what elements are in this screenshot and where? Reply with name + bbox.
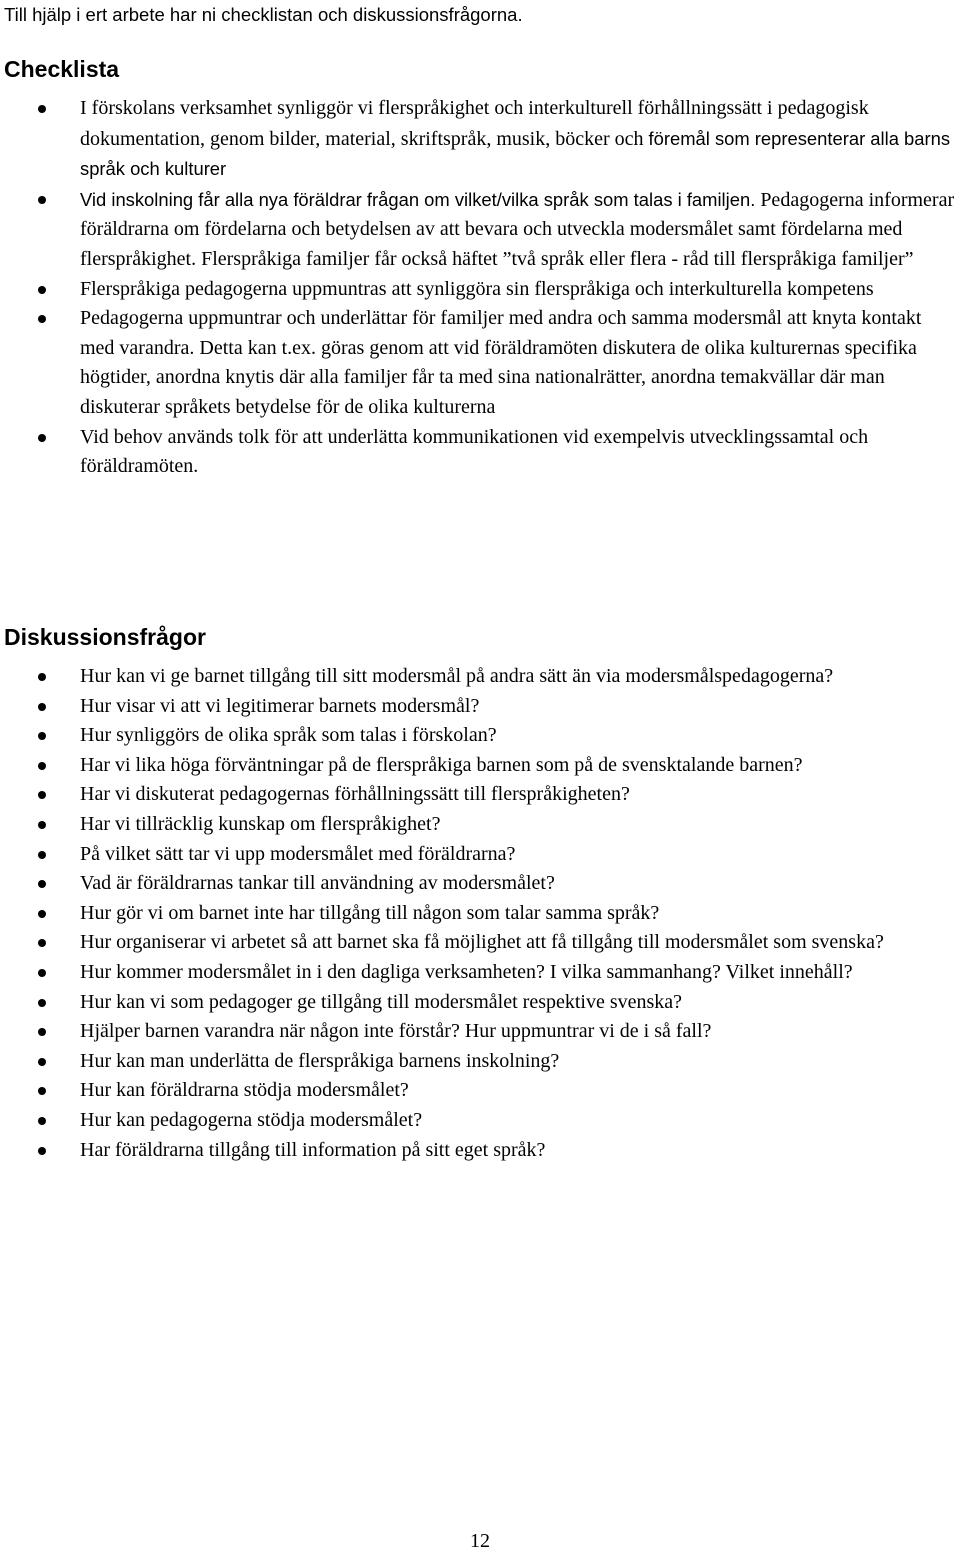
bullet-icon	[38, 821, 46, 829]
questions-heading: Diskussionsfrågor	[4, 624, 206, 650]
question-item	[0, 692, 960, 722]
question-item	[0, 928, 960, 958]
checklist-item	[0, 423, 960, 482]
bullet-icon	[38, 851, 46, 859]
question-text: Hur gör vi om barnet inte har tillgång till någon som talar samma språk?	[80, 901, 660, 924]
question-item	[0, 1047, 960, 1077]
bullet-icon	[38, 286, 46, 294]
checklist-item-text: Vid inskolning får alla nya föräldrar frågan om vilket/vilka språk som talas i familjen.	[80, 188, 756, 210]
question-item	[0, 1136, 960, 1166]
question-item	[0, 1017, 960, 1047]
question-text: Hjälper barnen varandra när någon inte förstår? Hur uppmuntrar vi de i så fall?	[80, 1020, 712, 1043]
checklist-item	[0, 304, 960, 422]
question-text: Hur synliggörs de olika språk som talas i förskolan?	[80, 724, 497, 747]
checklist-heading: Checklista	[4, 56, 120, 82]
checklist-item-text: I förskolans verksamhet synliggör vi flerspråkighet och interkulturell förhållningssätt i pedagogisk dokumentation, genom bilder, material, skriftspråk, musik, böcker och	[80, 97, 869, 150]
bullet-icon	[38, 434, 46, 442]
question-text: Hur kan pedagogerna stödja modersmålet?	[80, 1108, 423, 1131]
bullet-icon	[38, 762, 46, 770]
question-item	[0, 751, 960, 781]
bullet-icon	[38, 105, 46, 113]
page-number: 12	[470, 1530, 490, 1552]
question-text: Har vi lika höga förväntningar på de flerspråkiga barnen som på de svensktalande barnen?	[80, 753, 803, 776]
checklist-item-text: Pedagogerna informerar föräldrarna om fördelarna och betydelsen av att bevara och utveckla modersmålet samt fördelarna med flerspråkighet. Flerspråkiga familjer får också häftet ”två språk eller flera - råd till flerspråkiga familjer”	[80, 188, 955, 270]
question-item	[0, 721, 960, 751]
question-text: Hur kan vi som pedagoger ge tillgång till modersmålet respektive svenska?	[80, 990, 683, 1013]
question-item	[0, 869, 960, 899]
checklist-list	[0, 94, 960, 482]
question-text: På vilket sätt tar vi upp modersmålet med föräldrarna?	[80, 842, 516, 865]
question-text: Har vi diskuterat pedagogernas förhållningssätt till flerspråkigheten?	[80, 783, 630, 806]
bullet-icon	[38, 315, 46, 323]
bullet-icon	[38, 1147, 46, 1155]
checklist-item	[0, 94, 960, 185]
bullet-icon	[38, 999, 46, 1007]
question-item	[0, 810, 960, 840]
question-text: Hur kan man underlätta de flerspråkiga barnens inskolning?	[80, 1049, 560, 1072]
bullet-icon	[38, 703, 46, 711]
bullet-icon	[38, 732, 46, 740]
question-text: Vad är föräldrarnas tankar till användning av modersmålet?	[80, 872, 555, 895]
bullet-icon	[38, 910, 46, 918]
bullet-icon	[38, 1058, 46, 1066]
question-item	[0, 958, 960, 988]
checklist-item	[0, 275, 960, 305]
question-text: Hur kan föräldrarna stödja modersmålet?	[80, 1079, 409, 1102]
checklist-item-text: föremål som representerar alla barns språk och kulturer	[80, 127, 951, 180]
bullet-icon	[38, 1028, 46, 1036]
question-item	[0, 1106, 960, 1136]
bullet-icon	[38, 673, 46, 681]
bullet-icon	[38, 1087, 46, 1095]
question-text: Hur kommer modersmålet in i den dagliga verksamheten? I vilka sammanhang? Vilket innehåll?	[80, 960, 853, 983]
question-text: Hur organiserar vi arbetet så att barnet ska få möjlighet att få tillgång till modersmålet som svenska?	[80, 931, 884, 954]
checklist-item	[0, 185, 960, 275]
intro-text: Till hjälp i ert arbete har ni checklistan och diskussionsfrågorna.	[4, 4, 523, 25]
question-item	[0, 662, 960, 692]
bullet-icon	[38, 791, 46, 799]
question-text: Har vi tillräcklig kunskap om flerspråkighet?	[80, 812, 441, 835]
question-text: Har föräldrarna tillgång till information på sitt eget språk?	[80, 1138, 546, 1161]
question-text: Hur kan vi ge barnet tillgång till sitt modersmål på andra sätt än via modersmålspedagogerna?	[80, 665, 834, 687]
bullet-icon	[38, 939, 46, 947]
bullet-icon	[38, 969, 46, 977]
question-item	[0, 780, 960, 810]
bullet-icon	[38, 880, 46, 888]
question-item	[0, 1076, 960, 1106]
question-text: Hur visar vi att vi legitimerar barnets modersmål?	[80, 694, 480, 717]
checklist-item-text: Pedagogerna uppmuntrar och underlättar för familjer med andra och samma modersmål att knyta kontakt med varandra. Detta kan t.ex. göras genom att vid föräldramöten diskutera de olika kulturernas specifika högtider, anordna knytis där alla familjer får ta med sina nationalrätter, anordna temakvällar där man diskuterar språkets betydelse för de olika kulturerna	[80, 307, 922, 418]
question-item	[0, 899, 960, 929]
checklist-item-text: Flerspråkiga pedagogerna uppmuntras att synliggöra sin flerspråkiga och interkulturella kompetens	[80, 277, 874, 300]
checklist-item-text: Vid behov används tolk för att underlätta kommunikationen vid exempelvis utvecklingssamtal och föräldramöten.	[80, 425, 869, 478]
bullet-icon	[38, 1117, 46, 1125]
question-item	[0, 988, 960, 1018]
bullet-icon	[38, 196, 46, 204]
questions-list	[0, 662, 960, 1165]
question-item	[0, 840, 960, 870]
